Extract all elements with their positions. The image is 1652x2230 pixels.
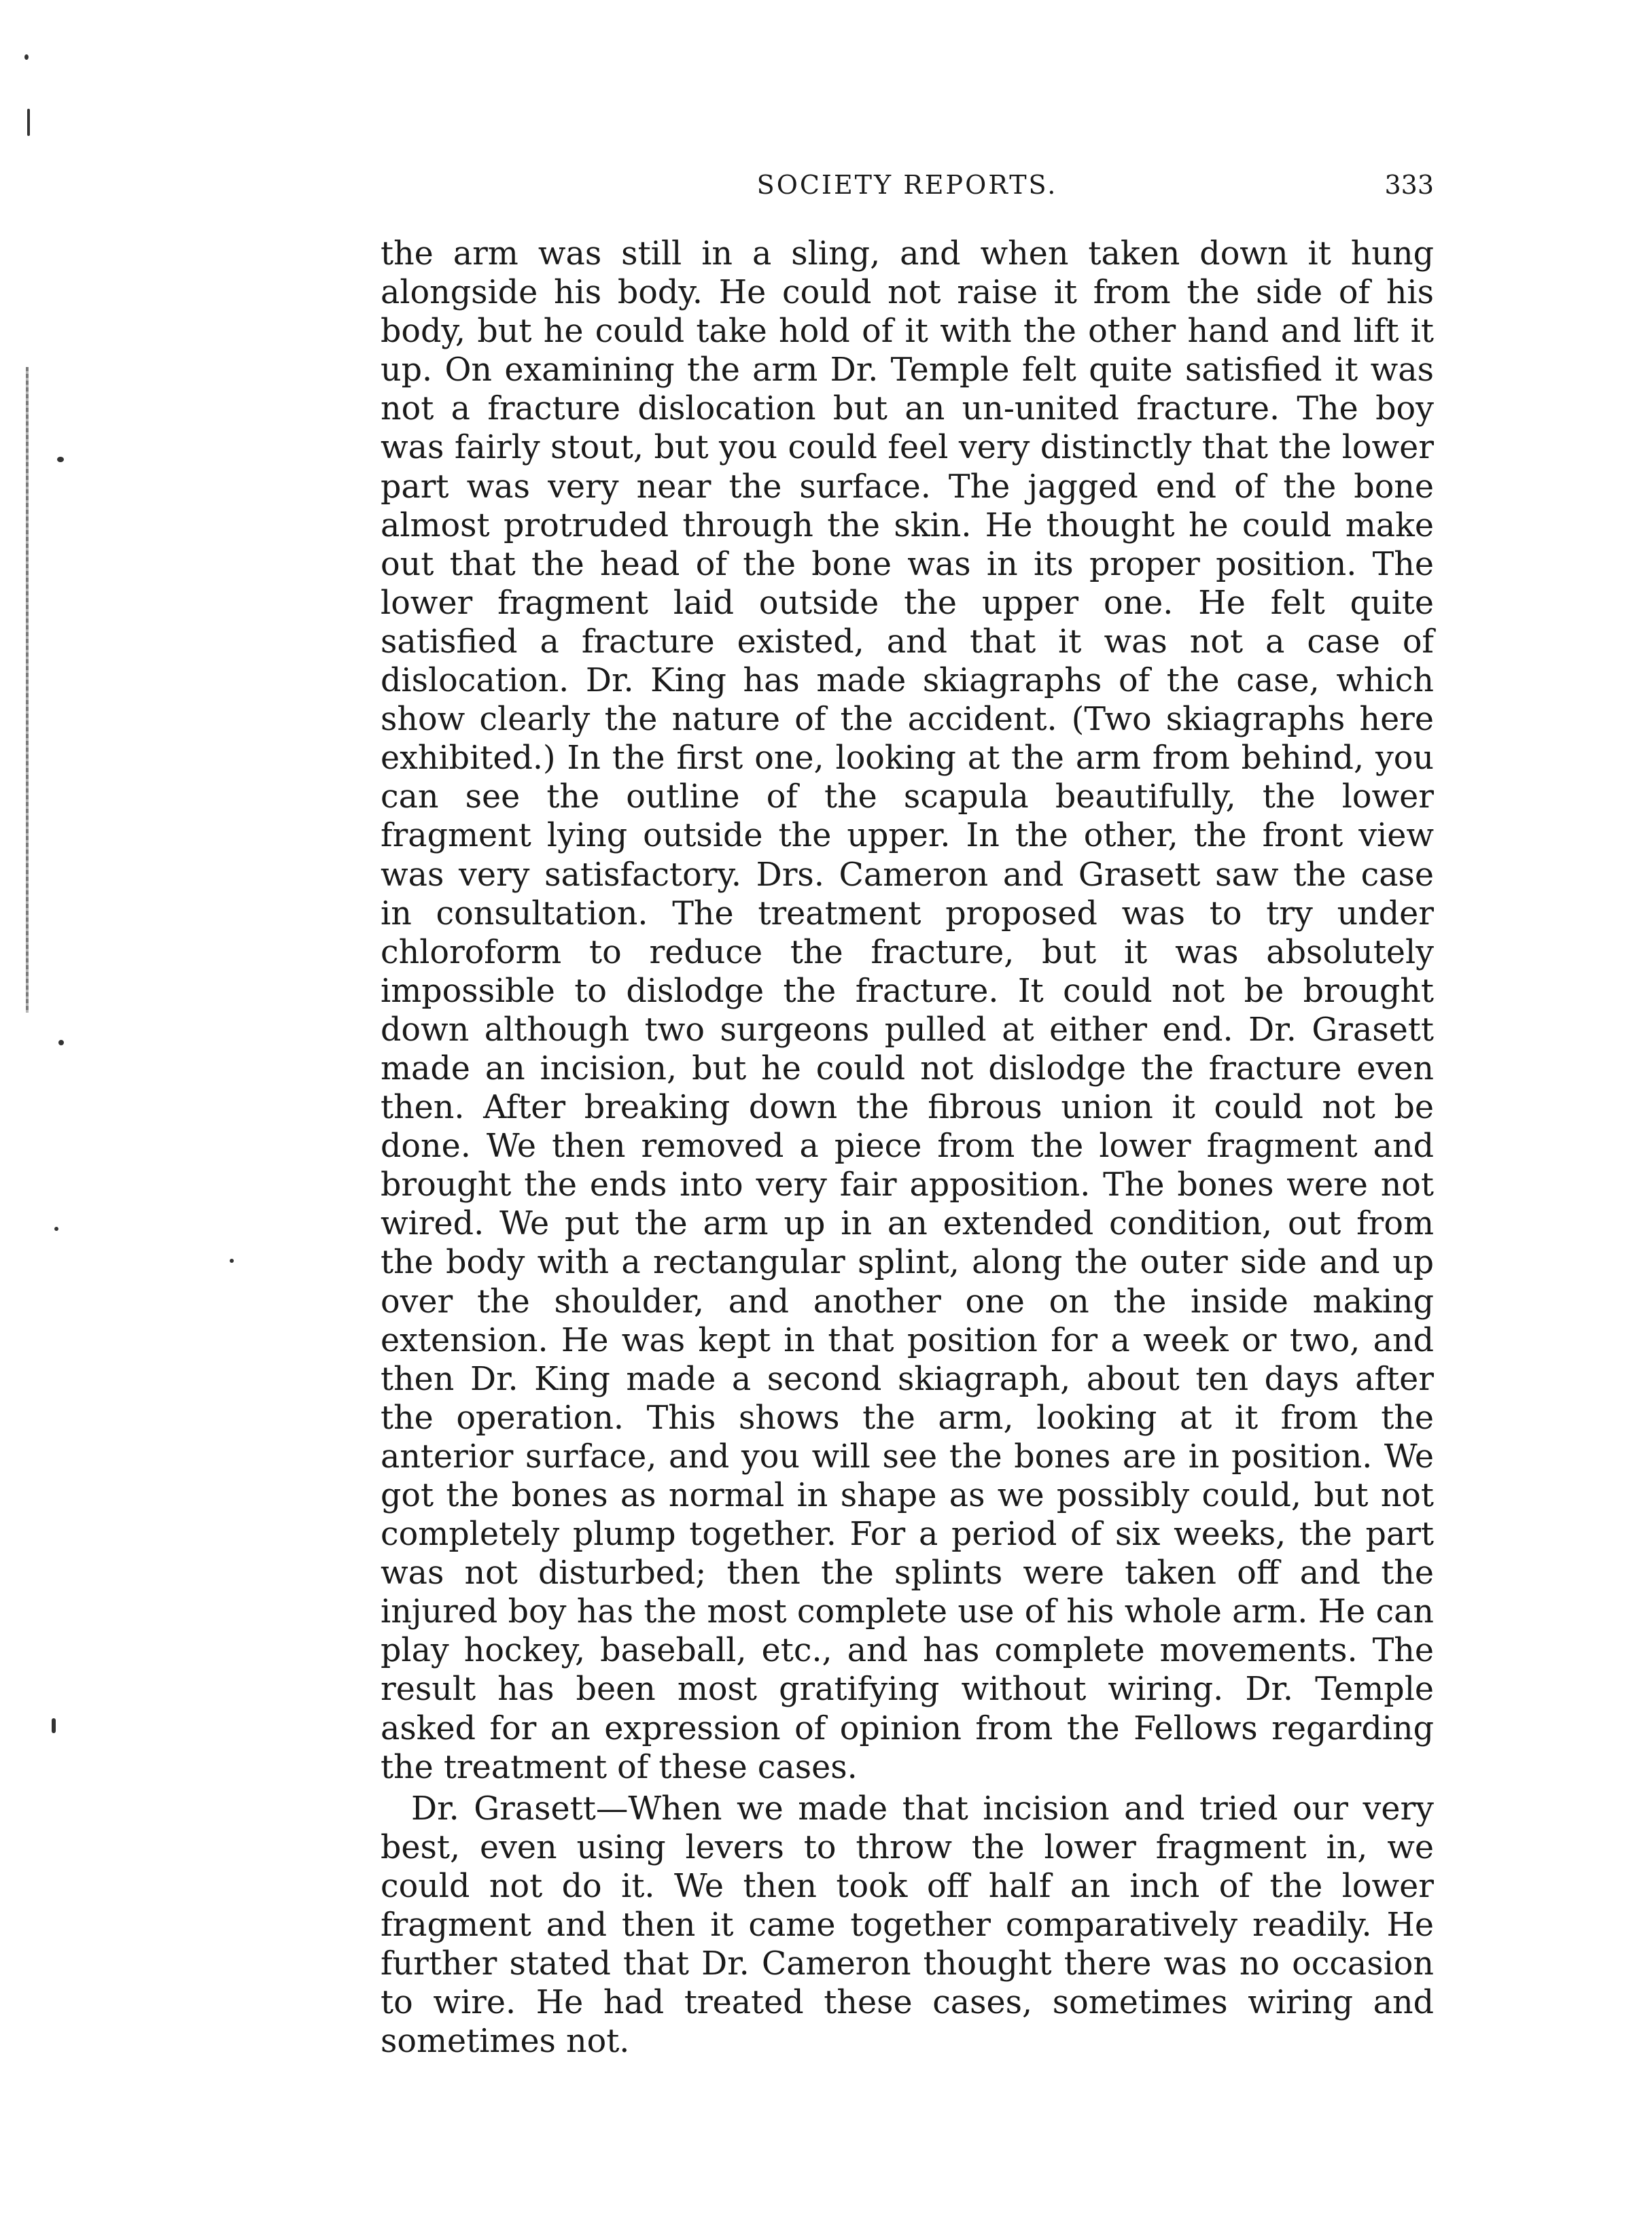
scan-speck (230, 1259, 234, 1263)
page-number: 333 (1384, 170, 1434, 200)
page-header (381, 166, 1434, 213)
scan-speck (57, 457, 64, 462)
binding-edge-shadow (26, 367, 29, 1013)
running-head: SOCIETY REPORTS. (756, 170, 1058, 200)
body-text (381, 234, 1434, 2061)
paragraph: Dr. Grasett—When we made that incision and tried our very best, even using levers to throw the lower fragment in, we could not do it. We then took off half an inch of the lower fragment and then it came together comparatively readily. He further stated that Dr. Cameron thought there was no occasion to wire. He had treated these cases, sometimes wiring and sometimes not. (381, 1790, 1434, 2061)
scan-speck (52, 1718, 56, 1733)
scan-speck (27, 109, 30, 136)
scan-speck (54, 1227, 58, 1231)
scan-speck (58, 1040, 64, 1045)
scan-speck (24, 54, 29, 60)
paragraph: the arm was still in a sling, and when taken down it hung alongside his body. He could not raise it from the side of his body, but he could take hold of it with the other hand and lift it up. On examining the arm Dr. Temple felt quite satisfied it was not a fracture dislocation but an un-united fracture. The boy was fairly stout, but you could feel very distinctly that the lower part was very near the surface. The jagged end of the bone almost protruded through the skin. He thought he could make out that the head of the bone was in its proper position. The lower fragment laid outside the upper one. He felt quite satisfied a fracture existed, and that it was not a case of dislocation. Dr. King has made skiagraphs of the case, which show clearly the nature of the accident. (Two skiagraphs here exhibited.) In the first one, looking at the arm from behind, you can see the outline of the scapula beautifully, the lower fragment lying outside the upper. In the other, the front view was very satisfactory. Drs. Cameron and Grasett saw the case in consultation. The treatment proposed was to try under chloroform to reduce the fracture, but it was absolutely impossible to dislodge the fracture. It could not be brought down although two surgeons pulled at either end. Dr. Grasett made an incision, but he could not dislodge the fracture even then. After breaking down the fibrous union it could not be done. We then removed a piece from the lower fragment and brought the ends into very fair apposition. The bones were not wired. We put the arm up in an extended condition, out from the body with a rectangular splint, along the outer side and up over the shoulder, and another one on the inside making extension. He was kept in that position for a week or two, and then Dr. King made a second skiagraph, about ten days after the operation. This shows the arm, looking at it from the anterior surface, and you will see the bones are in position. We got the bones as normal in shape as we possibly could, but not completely plump together. For a period of six weeks, the part was not disturbed; then the splints were taken off and the injured boy has the most complete use of his whole arm. He can play hockey, baseball, etc., and has complete movements. The result has been most gratifying without wiring. Dr. Temple asked for an expression of opinion from the Fellows regarding the treatment of these cases. (381, 235, 1434, 1786)
